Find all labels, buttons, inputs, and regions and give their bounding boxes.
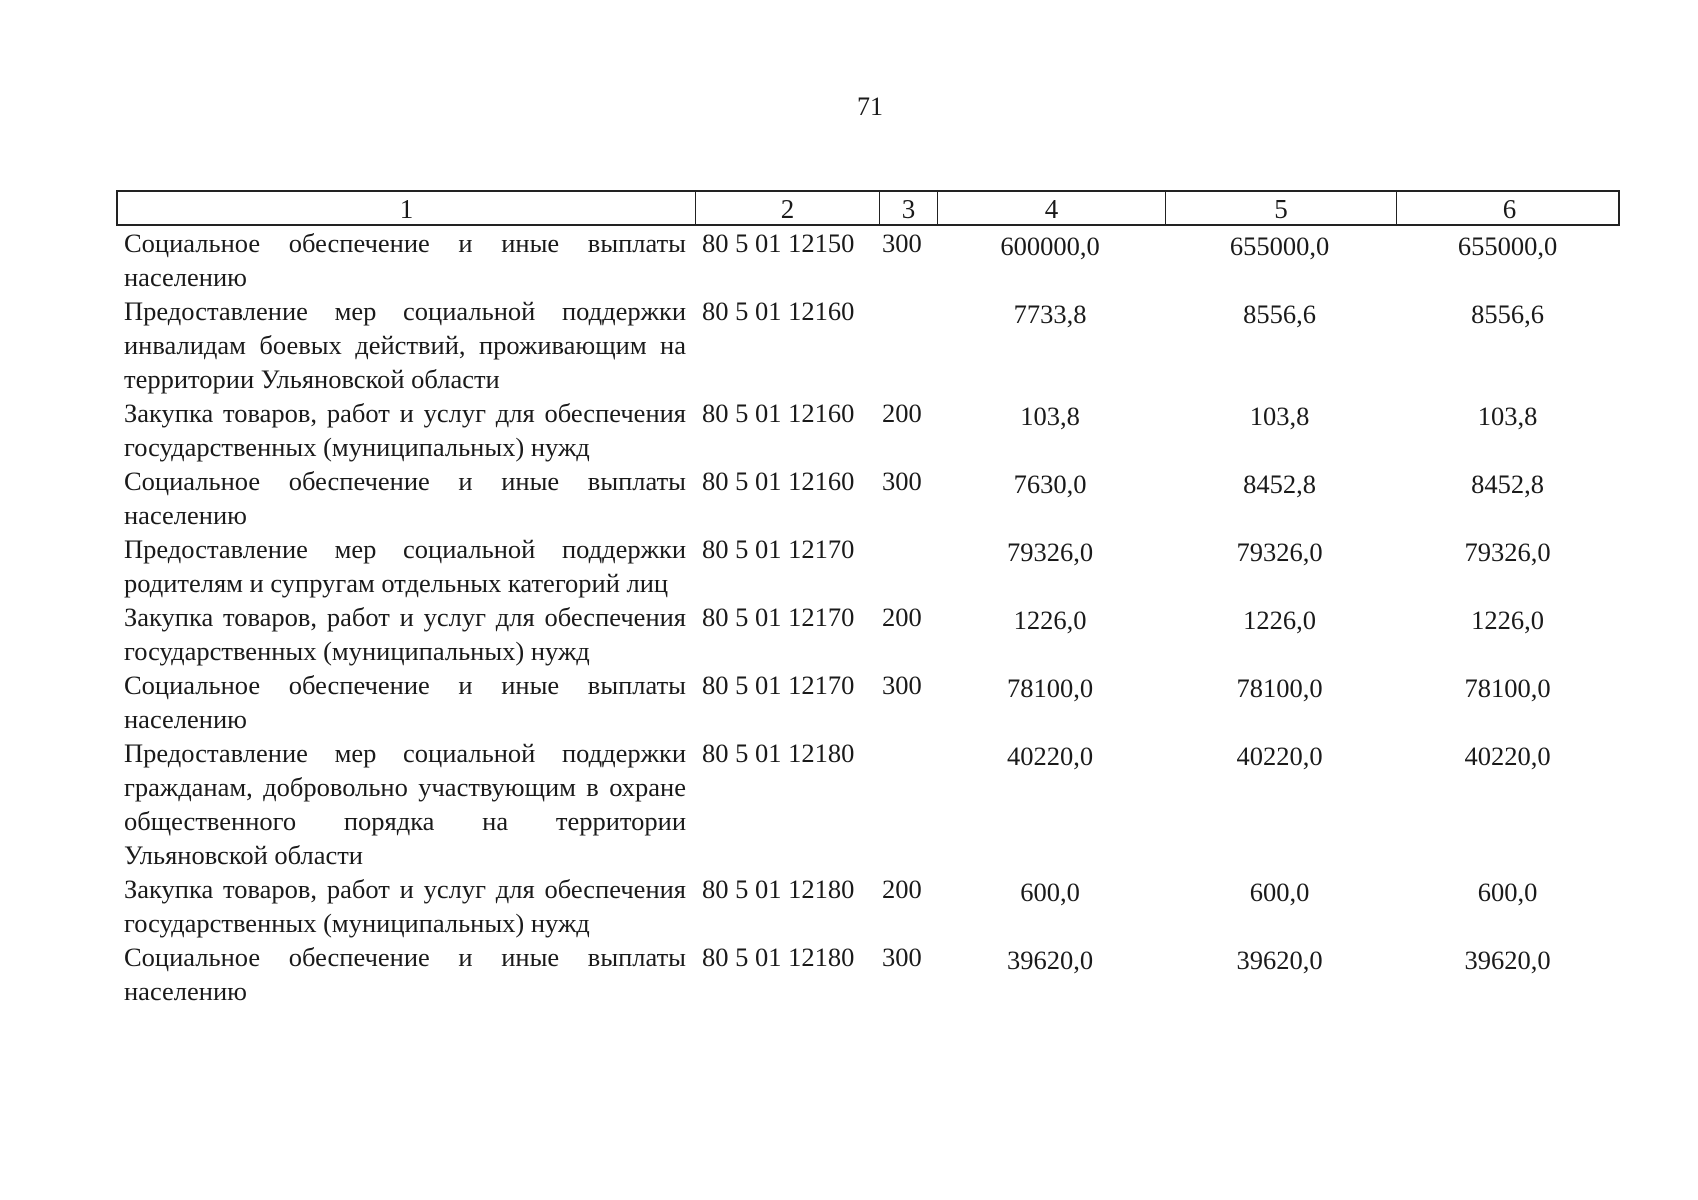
row-name: Социальное обеспечение и иные выплаты населению [124,466,686,530]
row-value-col5: 79326,0 [1236,537,1323,567]
row-name: Закупка товаров, работ и услуг для обеспечения государственных (муниципальных) нужд [124,398,686,462]
table-row [116,396,1620,464]
row-code: 80 5 01 12180 [702,738,855,768]
row-code: 80 5 01 12160 [702,296,855,326]
row-expense-type: 200 [882,602,922,632]
row-value-col4: 1226,0 [1013,605,1087,635]
row-code: 80 5 01 12180 [702,942,855,972]
row-value-col6: 79326,0 [1464,537,1551,567]
row-value-col5: 1226,0 [1243,605,1316,635]
table-row [116,600,1620,668]
row-value-col4: 40220,0 [1006,741,1094,771]
row-value-col4: 600000,0 [1000,231,1100,261]
row-value-col4: 103,8 [1020,401,1080,431]
row-code: 80 5 01 12160 [702,466,855,496]
row-name: Социальное обеспечение и иные выплаты населению [124,942,686,1006]
row-value-col6: 39620,0 [1464,945,1551,975]
row-value-col4: 79326,0 [1006,537,1094,567]
row-value-col5: 8452,8 [1243,469,1316,499]
budget-table [116,190,1620,1008]
row-value-col6: 8452,8 [1471,469,1544,499]
row-value-col5: 39620,0 [1236,945,1323,975]
table-header-row [116,190,1620,226]
row-value-col4: 7733,8 [1013,299,1087,329]
row-code: 80 5 01 12170 [702,670,855,700]
row-expense-type: 300 [882,942,922,972]
row-expense-type: 200 [882,874,922,904]
table-row [116,532,1620,600]
row-value-col6: 40220,0 [1464,741,1551,771]
row-name: Социальное обеспечение и иные выплаты населению [124,228,686,292]
row-value-col6: 1226,0 [1471,605,1544,635]
row-code: 80 5 01 12170 [702,602,855,632]
row-name: Социальное обеспечение и иные выплаты населению [124,670,686,734]
row-value-col5: 40220,0 [1236,741,1323,771]
table-row [116,940,1620,1008]
row-value-col5: 103,8 [1249,401,1310,431]
row-expense-type: 300 [882,228,922,258]
column-header-6: 6 [1502,194,1517,224]
row-value-col4: 7630,0 [1013,469,1087,499]
row-value-col6: 78100,0 [1464,673,1551,703]
row-value-col4: 78100,0 [1006,673,1094,703]
row-expense-type: 300 [882,670,922,700]
row-value-col5: 8556,6 [1243,299,1316,329]
row-value-col6: 600,0 [1477,877,1538,907]
table-row [116,226,1620,294]
row-name: Предоставление мер социальной поддержки инвалидам боевых действий, проживающим на территории Ульяновской области [124,296,686,394]
column-header-5: 5 [1166,192,1397,226]
row-name: Предоставление мер социальной поддержки гражданам, добровольно участвующим в охране общественного порядка на территории Ульяновской области [124,738,686,870]
row-value-col5: 655000,0 [1229,231,1330,261]
table-row [116,736,1620,872]
row-code: 80 5 01 12170 [702,534,855,564]
row-expense-type: 300 [882,466,922,496]
row-name: Закупка товаров, работ и услуг для обеспечения государственных (муниципальных) нужд [124,874,686,938]
row-value-col5: 600,0 [1249,877,1310,907]
column-header-3: 3 [880,192,938,226]
table-row [116,872,1620,940]
table-row [116,294,1620,396]
row-code: 80 5 01 12160 [702,398,855,428]
column-header-2: 2 [696,192,880,226]
row-value-col6: 103,8 [1477,401,1538,431]
column-header-4: 4 [938,192,1166,226]
row-name: Предоставление мер социальной поддержки родителям и супругам отдельных категорий лиц [124,534,686,598]
row-name: Закупка товаров, работ и услуг для обеспечения государственных (муниципальных) нужд [124,602,686,666]
table-body [116,226,1620,1008]
row-expense-type: 200 [882,398,922,428]
row-code: 80 5 01 12150 [702,228,855,258]
table-row [116,464,1620,532]
column-header-1: 1 [118,192,696,226]
row-value-col4: 39620,0 [1006,945,1094,975]
table-row [116,668,1620,736]
row-value-col4: 600,0 [1020,877,1080,907]
row-value-col6: 655000,0 [1457,231,1558,261]
row-value-col5: 78100,0 [1236,673,1323,703]
page-number: 71 [857,92,883,121]
row-value-col6: 8556,6 [1471,299,1544,329]
row-code: 80 5 01 12180 [702,874,855,904]
